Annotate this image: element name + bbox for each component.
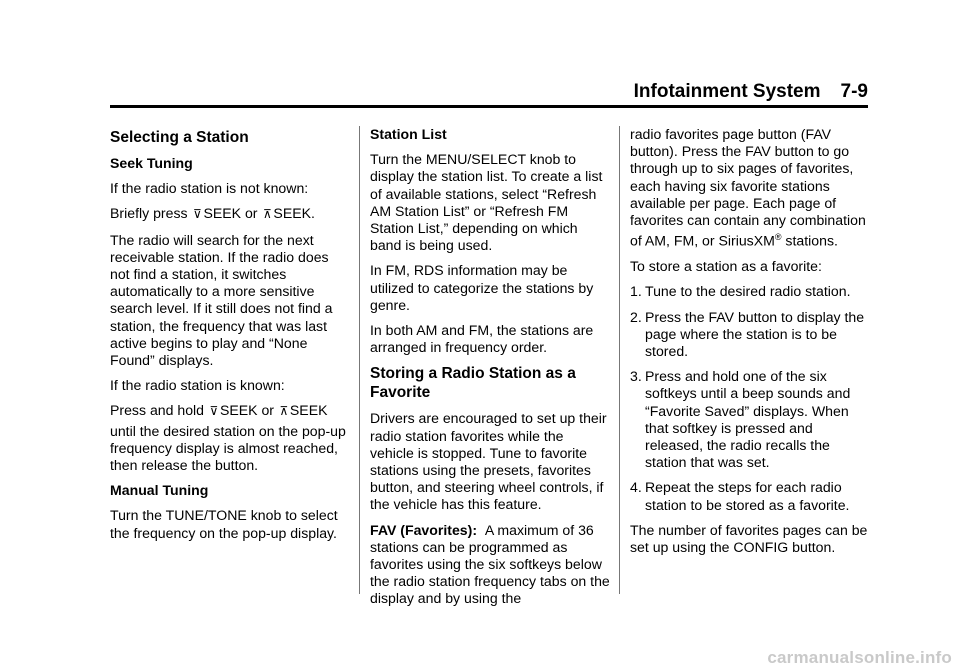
subheading-seek-tuning: Seek Tuning xyxy=(110,155,193,171)
paragraph-briefly-press: Briefly press ⊽ SEEK or ⊼ SEEK. xyxy=(110,205,350,223)
section-title: Infotainment System xyxy=(633,81,821,102)
paragraph: If the radio station is known: xyxy=(110,377,285,394)
section-heading-selecting-station: Selecting a Station xyxy=(110,129,249,146)
paragraph: The radio will search for the next receivable station. If the radio does not find a station, it switches automatically to a more sensitive search level. If it still does not find a station, the frequency that was last active begins to play and “None Found” displays. xyxy=(110,231,333,369)
subheading-station-list: Station List xyxy=(370,126,447,142)
registered-mark: ® xyxy=(774,232,782,243)
paragraph-fav: FAV (Favorites): A maximum of 36 stations can be programmed as favorites using the six softkeys below the radio station frequency tabs on the display and by using the xyxy=(370,521,610,607)
paragraph: In FM, RDS information may be utilized to categorize the stations by genre. xyxy=(370,262,594,313)
seek-down-icon: ⊽ xyxy=(193,207,202,222)
list-item: 1. Tune to the desired radio station. xyxy=(630,283,851,300)
paragraph: until the desired station on the pop-up frequency display is almost reached, then release the button. xyxy=(110,422,346,474)
paragraph-press-hold: Press and hold ⊽ SEEK or ⊼ SEEK xyxy=(110,402,350,420)
paragraph: To store a station as a favorite: xyxy=(630,258,822,275)
header-rule xyxy=(110,105,868,108)
seek-down-icon: ⊽ xyxy=(209,404,219,419)
list-item: 2. Press the FAV button to display the page where the station is to be stored. xyxy=(630,308,865,359)
list-item: 4. Repeat the steps for each radio station to be stored as a favorite. xyxy=(630,479,850,513)
page-number: 7-9 xyxy=(840,81,868,102)
list-item: 3. Press and hold one of the six softkeys until a beep sounds and “Favorite Saved” displays. When that softkey is pressed and released, the radio recalls the station that was set. xyxy=(630,368,851,471)
column-left xyxy=(110,126,350,550)
column-divider xyxy=(619,126,620,594)
column-right xyxy=(630,126,870,564)
fav-label: FAV (Favorites): xyxy=(370,521,478,538)
paragraph-continued: radio favorites page button (FAV button). Press the FAV button to go through up to six pages of favorites, each having six favorite stations available per page. Each page of favorites can contain any combination of AM, FM, or SiriusXM® stations. xyxy=(630,126,866,249)
header-title xyxy=(634,82,868,102)
paragraph: Turn the TUNE/TONE knob to select the frequency on the pop-up display. xyxy=(110,507,338,541)
paragraph: In both AM and FM, the stations are arranged in frequency order. xyxy=(370,322,594,356)
paragraph: The number of favorites pages can be set up using the CONFIG button. xyxy=(630,521,868,555)
seek-up-icon: ⊼ xyxy=(263,207,272,222)
paragraph: Drivers are encouraged to set up their radio station favorites while the vehicle is stopped. Tune to favorite stations using the presets, favorites button, and steering wheel controls, if the vehicle has this feature. xyxy=(370,410,607,513)
section-heading-storing-favorite: Storing a Radio Station as a Favorite xyxy=(370,365,576,402)
watermark-logo: carmanualsonline.info xyxy=(767,648,952,667)
subheading-manual-tuning: Manual Tuning xyxy=(110,482,209,499)
paragraph: Turn the MENU/SELECT knob to display the station list. To create a list of available stations, select “Refresh AM Station List” or “Refresh FM Station List,” depending on which band is being used. xyxy=(370,151,603,254)
paragraph: If the radio station is not known: xyxy=(110,180,309,197)
column-divider xyxy=(359,126,360,594)
column-middle xyxy=(370,126,610,616)
seek-up-icon: ⊼ xyxy=(279,404,289,419)
